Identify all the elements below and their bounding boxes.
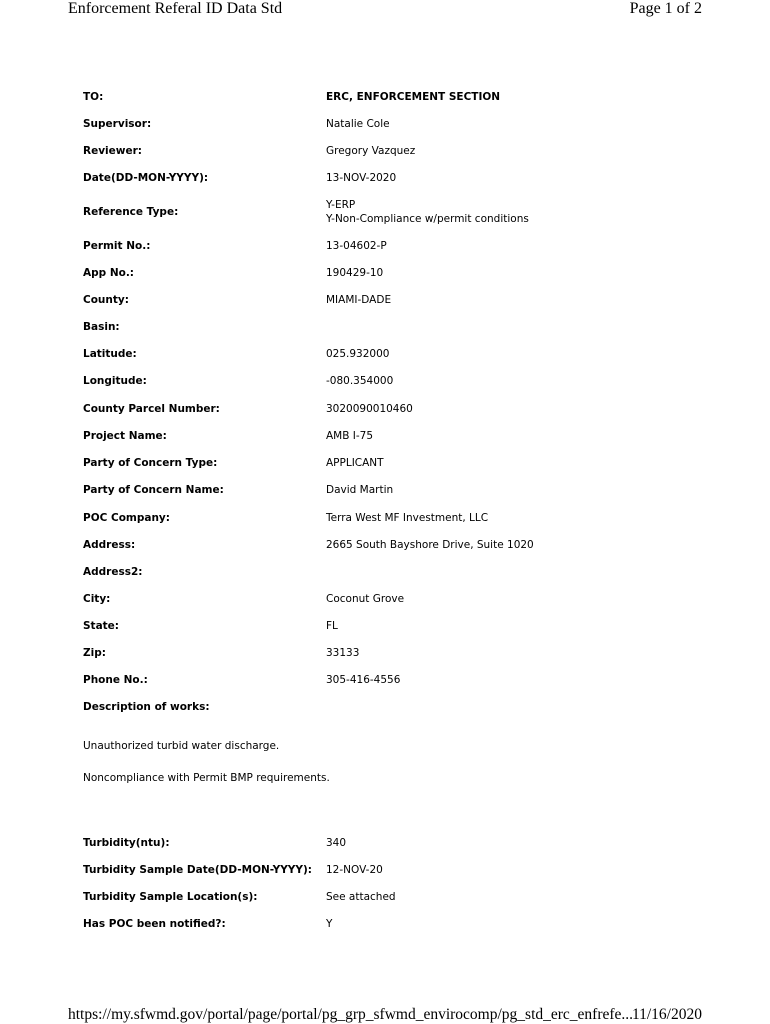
field-value: Natalie Cole bbox=[326, 118, 390, 130]
field-label: Date(DD-MON-YYYY): bbox=[83, 172, 209, 184]
field-label: Turbidity(ntu): bbox=[83, 837, 170, 849]
field-label: Basin: bbox=[83, 321, 120, 333]
field-label: Address2: bbox=[83, 566, 143, 578]
field-value: 025.932000 bbox=[326, 348, 390, 360]
field-label: Project Name: bbox=[83, 430, 167, 442]
field-label: County Parcel Number: bbox=[83, 403, 220, 415]
reference-type-line-2: Y-Non-Compliance w/permit conditions bbox=[326, 213, 529, 225]
field-value: 33133 bbox=[326, 647, 360, 659]
field-value: AMB I-75 bbox=[326, 430, 374, 442]
field-label: Zip: bbox=[83, 647, 106, 659]
field-label: App No.: bbox=[83, 267, 135, 279]
field-value: 190429-10 bbox=[326, 267, 384, 279]
field-value: Gregory Vazquez bbox=[326, 145, 416, 157]
reference-type-line-1: Y-ERP bbox=[326, 199, 356, 211]
field-value: FL bbox=[326, 620, 338, 632]
field-value: 340 bbox=[326, 837, 347, 849]
field-label: Latitude: bbox=[83, 348, 137, 360]
field-value: APPLICANT bbox=[326, 457, 384, 469]
field-label: TO: bbox=[83, 91, 104, 103]
field-value: Y bbox=[326, 918, 333, 930]
field-value: 13-04602-P bbox=[326, 240, 387, 252]
field-label: POC Company: bbox=[83, 512, 170, 524]
field-label: Longitude: bbox=[83, 375, 147, 387]
field-value: MIAMI-DADE bbox=[326, 294, 392, 306]
description-line-1: Unauthorized turbid water discharge. bbox=[83, 740, 280, 752]
field-value: See attached bbox=[326, 891, 396, 903]
description-line-2: Noncompliance with Permit BMP requirements. bbox=[83, 772, 330, 784]
footer-url: https://my.sfwmd.gov/portal/page/portal/pg_grp_sfwmd_envirocomp/pg_std_erc_enfrefe... bbox=[68, 1006, 634, 1023]
field-label: State: bbox=[83, 620, 120, 632]
field-value: 3020090010460 bbox=[326, 403, 413, 415]
field-label: Turbidity Sample Location(s): bbox=[83, 891, 258, 903]
field-label: Permit No.: bbox=[83, 240, 151, 252]
field-value: Coconut Grove bbox=[326, 593, 405, 605]
field-label: Reviewer: bbox=[83, 145, 142, 157]
field-label: Turbidity Sample Date(DD-MON-YYYY): bbox=[83, 864, 313, 876]
field-value: -080.354000 bbox=[326, 375, 394, 387]
page-header-title: Enforcement Referal ID Data Std bbox=[68, 0, 283, 17]
field-label: Phone No.: bbox=[83, 674, 148, 686]
field-value bbox=[326, 198, 529, 226]
field-value: ERC, ENFORCEMENT SECTION bbox=[326, 91, 501, 103]
field-label: Has POC been notified?: bbox=[83, 918, 226, 930]
footer-date: 11/16/2020 bbox=[631, 1006, 702, 1023]
field-value: 13-NOV-2020 bbox=[326, 172, 397, 184]
field-label: Party of Concern Type: bbox=[83, 457, 218, 469]
field-label: City: bbox=[83, 593, 111, 605]
field-value: David Martin bbox=[326, 484, 394, 496]
field-label: Address: bbox=[83, 539, 136, 551]
field-value: Terra West MF Investment, LLC bbox=[326, 512, 489, 524]
field-label: Description of works: bbox=[83, 701, 210, 713]
field-label: Reference Type: bbox=[83, 206, 179, 218]
field-label: Supervisor: bbox=[83, 118, 152, 130]
field-label: Party of Concern Name: bbox=[83, 484, 224, 496]
field-value: 2665 South Bayshore Drive, Suite 1020 bbox=[326, 539, 534, 551]
page-number: Page 1 of 2 bbox=[629, 0, 702, 17]
field-value: 305-416-4556 bbox=[326, 674, 401, 686]
field-value: 12-NOV-20 bbox=[326, 864, 383, 876]
field-label: County: bbox=[83, 294, 129, 306]
